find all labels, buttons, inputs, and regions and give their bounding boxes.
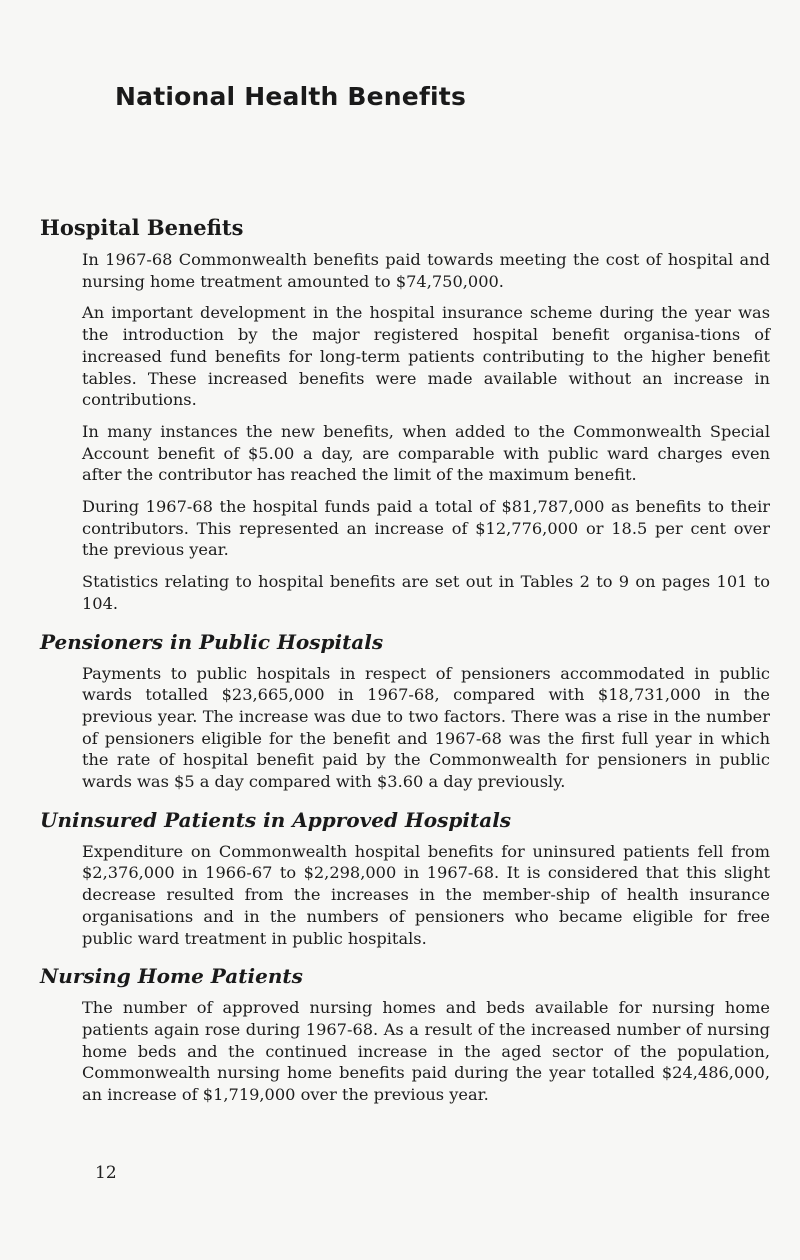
section-uninsured-patients — [40, 807, 770, 950]
page-number: 12 — [95, 1163, 117, 1183]
subsection-heading: Nursing Home Patients — [40, 964, 303, 989]
section-pensioners-public-hospitals — [40, 629, 770, 793]
paragraph: Expenditure on Commonwealth hospital benefits for uninsured patients fell from $2,376,000 in 1966-67 to $2,298,000 in 1967-68. It is considered that this slight decrease resulted from the increases in the member-ship of health insurance organisations and in the numbers of pensioners who became eligible for free public ward treatment in public hospitals. — [82, 841, 770, 948]
section-heading: Hospital Benefits — [40, 215, 244, 240]
section-hospital-benefits — [40, 215, 770, 615]
subsection-heading: Uninsured Patients in Approved Hospitals — [40, 807, 512, 832]
paragraph: Statistics relating to hospital benefits are set out in Tables 2 to 9 on pages 101 to 104. — [82, 572, 770, 613]
paragraph: Payments to public hospitals in respect of pensioners accommodated in public wards totalled $23,665,000 in 1967-68, compared with $18,731,000 in the previous year. The increase was due to two factors. There was a rise in the number of pensioners eligible for the benefit and 1967-68 was the first full year in which the rate of hospital benefit paid by the Commonwealth for pensioners in public wards was $5 a day compared with $3.60 a day previously. — [82, 663, 770, 792]
paragraph: During 1967-68 the hospital funds paid a total of $81,787,000 as benefits to their contributors. This represented an increase of $12,776,000 or 18.5 per cent over the previous year. — [82, 497, 770, 560]
page-title: National Health Benefits — [115, 82, 467, 111]
paragraph: An important development in the hospital insurance scheme during the year was the introduction by the major registered hospital benefit organisa-tions of increased fund benefits for long-term patients contributing to the higher benefit tables. These increased benefits were made available without an increase in contributions. — [82, 303, 770, 410]
document-body — [40, 215, 770, 1120]
subsection-heading: Pensioners in Public Hospitals — [40, 629, 384, 654]
paragraph: In 1967-68 Commonwealth benefits paid towards meeting the cost of hospital and nursing home treatment amounted to $74,750,000. — [82, 250, 770, 291]
section-nursing-home-patients — [40, 963, 770, 1106]
paragraph: The number of approved nursing homes and beds available for nursing home patients again rose during 1967-68. As a result of the increased number of nursing home beds and the continued increase in the aged sector of the population, Commonwealth nursing home benefits paid during the year totalled $24,486,000, an increase of $1,719,000 over the previous year. — [82, 998, 770, 1105]
paragraph: In many instances the new benefits, when added to the Commonwealth Special Account benefit of $5.00 a day, are comparable with public ward charges even after the contributor has reached the limit of the maximum benefit. — [82, 421, 770, 485]
